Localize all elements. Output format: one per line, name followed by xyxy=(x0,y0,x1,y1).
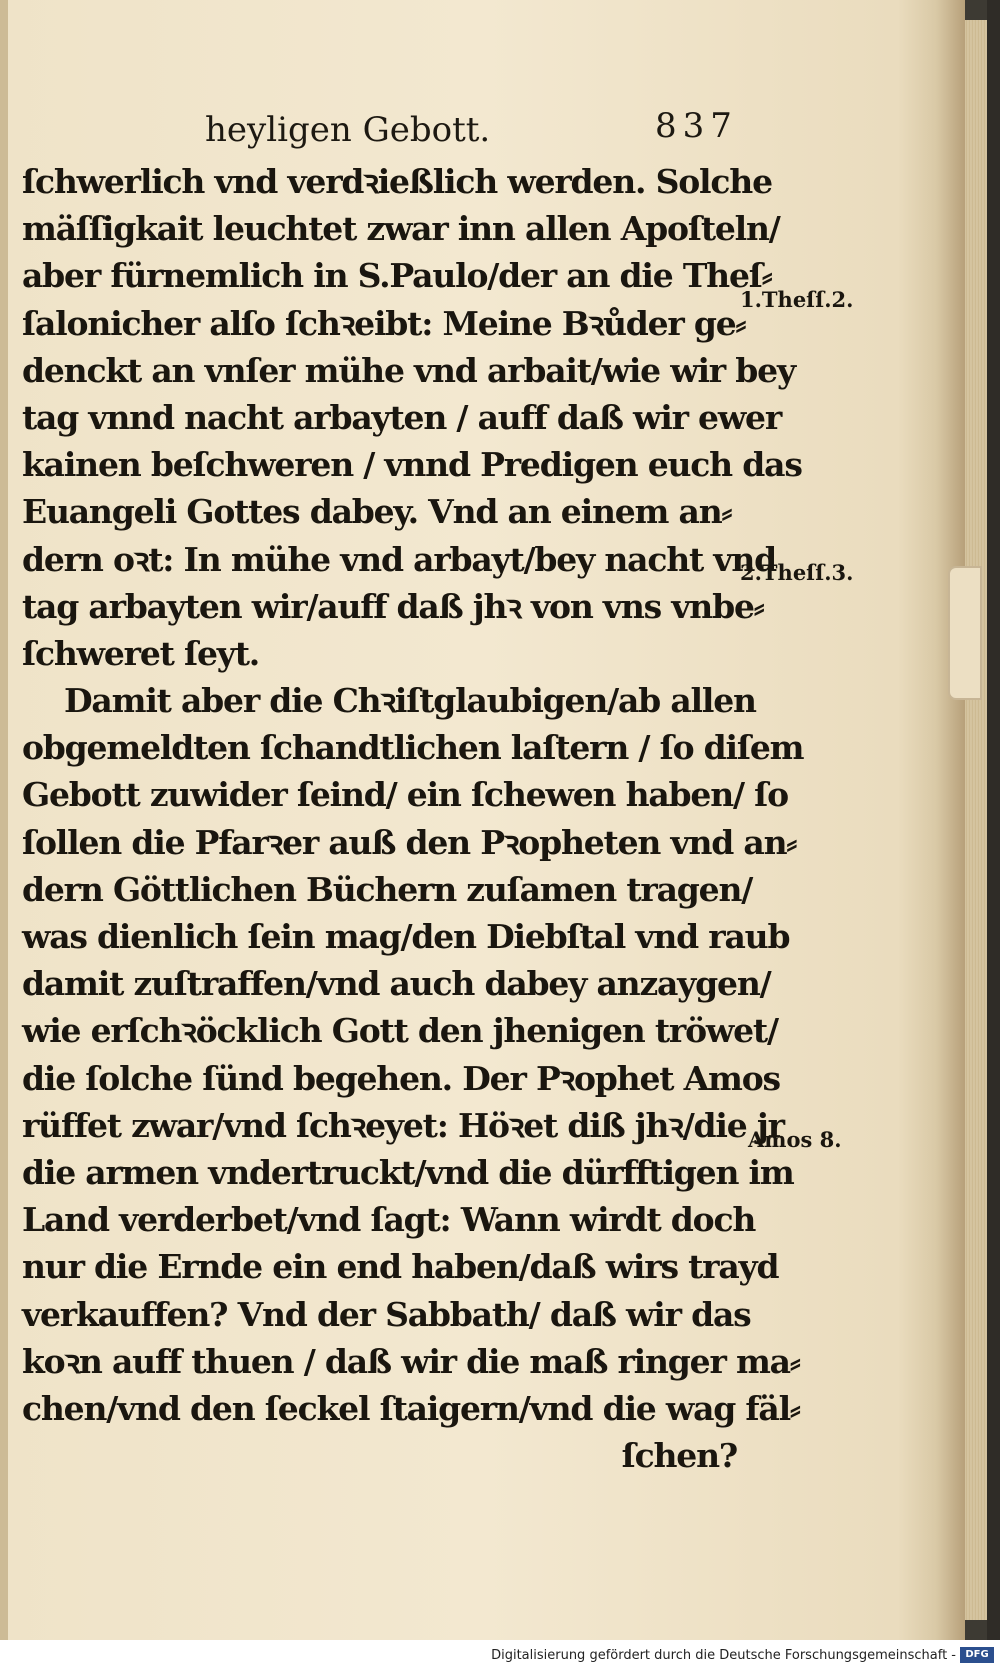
page-gutter xyxy=(0,0,8,1640)
text-line: Euangeli Gottes dabey. Vnd an einem an⸗ xyxy=(22,492,732,532)
text-line: rüffet zwar/vnd ſchꝛeyet: Höꝛet diß jhꝛ/die jr xyxy=(22,1105,784,1145)
text-line: damit zuſtraffen/vnd auch dabey anzaygen/ xyxy=(22,964,771,1004)
page-number: 837 xyxy=(655,106,738,146)
footer xyxy=(0,1640,1000,1672)
text-line: dern oꝛt: In mühe vnd arbayt/bey nacht vnd xyxy=(22,539,777,579)
text-line: verkauffen? Vnd der Sabbath/ daß wir das xyxy=(22,1294,751,1334)
book-cover-edge xyxy=(987,0,1000,1640)
text-line: nur die Ernde ein end haben/daß wirs trayd xyxy=(22,1247,779,1287)
text-line: obgemeldten ſchandtlichen laſtern / ſo diſem xyxy=(22,728,804,768)
text-line: mäſſigkait leuchtet zwar inn allen Apoſteln/ xyxy=(22,209,780,249)
text-line: ſalonicher alſo ſchꝛeibt: Meine Bꝛůder ge⸗ xyxy=(22,303,746,343)
text-line: die armen vndertruckt/vnd die dürfftigen im xyxy=(22,1152,794,1192)
text-line: Land verderbet/vnd ſagt: Wann wirdt doch xyxy=(22,1200,756,1240)
margin-note-thess-1: 1.Theſſ.2. xyxy=(740,287,854,312)
paragraph-start-line: Damit aber die Chꝛiſtglaubigen/ab allen xyxy=(64,681,756,721)
text-line: ſchweret ſeyt. xyxy=(22,633,260,673)
funding-credit: Digitalisierung gefördert durch die Deutsche Forschungsgemeinschaft - xyxy=(491,1648,956,1663)
text-line: denckt an vnſer mühe vnd arbait/wie wir bey xyxy=(22,350,795,390)
margin-note-thess-2: 2.Theſſ.3. xyxy=(740,560,854,585)
text-line: die ſolche ſünd begehen. Der Pꝛophet Amos xyxy=(22,1058,780,1098)
text-line: tag vnnd nacht arbayten / auff daß wir ewer xyxy=(22,397,782,437)
text-line: kainen beſchweren / vnnd Predigen euch das xyxy=(22,445,802,485)
catchword-line: ſchen? xyxy=(621,1436,737,1476)
text-line: ſchwerlich vnd verdꝛießlich werden. Solche xyxy=(22,162,772,201)
text-line: chen/vnd den ſeckel ſtaigern/vnd die wag fäl⸗ xyxy=(22,1388,800,1428)
text-line: koꝛn auff thuen / daß wir die maß ringer ma⸗ xyxy=(22,1341,800,1381)
page-header xyxy=(0,106,965,156)
clip-mark xyxy=(948,566,982,700)
text-line: wie erſchꝛöcklich Gott den jhenigen tröwet/ xyxy=(22,1011,778,1051)
page-edges xyxy=(965,20,987,1620)
text-line: aber fürnemlich in S.Paulo/der an die Theſ⸗ xyxy=(22,256,772,296)
text-line: ſollen die Pfarꝛer auß den Pꝛopheten vnd an⸗ xyxy=(22,822,797,862)
text-line: dern Göttlichen Büchern zuſamen tragen/ xyxy=(22,869,753,909)
dfg-logo: DFG xyxy=(960,1647,994,1663)
margin-note-amos: Amos 8. xyxy=(748,1127,842,1152)
text-line: Gebott zuwider ſeind/ ein ſchewen haben/ ſo xyxy=(22,775,788,815)
running-head: heyligen Gebott. xyxy=(205,110,491,150)
text-line: was dienlich ſein mag/den Diebſtal vnd raub xyxy=(22,917,790,956)
text-line: tag arbayten wir/auff daß jhꝛ von vns vnbe⸗ xyxy=(22,586,764,626)
